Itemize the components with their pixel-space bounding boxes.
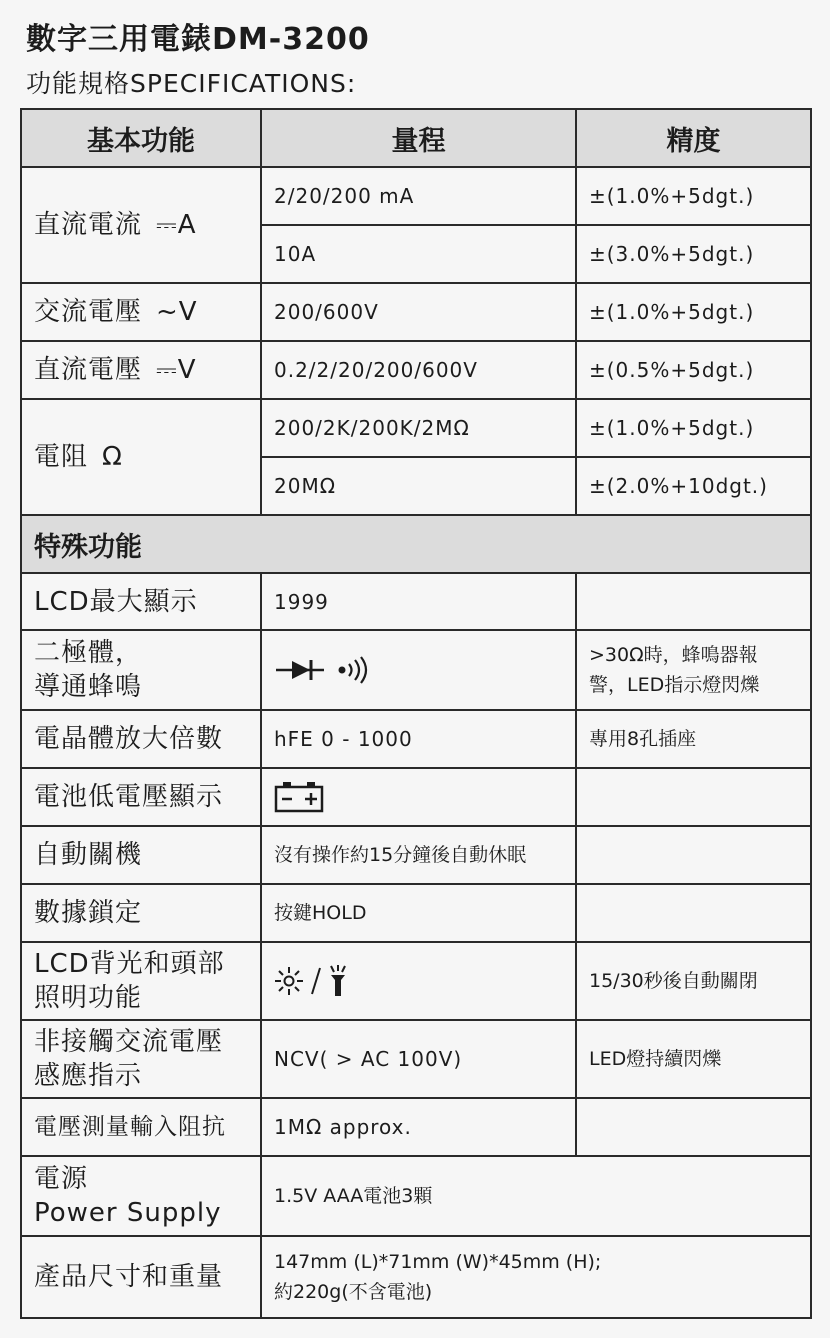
feature-note xyxy=(576,573,811,630)
special-section-header: 特殊功能 xyxy=(21,515,811,573)
table-row xyxy=(21,1236,811,1318)
table-row xyxy=(21,1020,811,1098)
feature-name-line: 電源 xyxy=(34,1164,89,1194)
table-row xyxy=(21,167,811,225)
dc-voltage-name: 直流電壓 xyxy=(34,355,143,385)
backlight-flashlight-icon xyxy=(274,964,362,998)
feature-note-line: 警，LED指示燈閃爍 xyxy=(589,674,760,696)
feature-note: LED燈持續閃爍 xyxy=(576,1020,811,1098)
table-row xyxy=(21,826,811,884)
feature-value: 1.5V AAA電池3顆 xyxy=(261,1156,811,1236)
table-row xyxy=(21,573,811,630)
feature-value: 1999 xyxy=(261,573,576,630)
table-row xyxy=(21,1156,811,1236)
feature-value: 1MΩ approx. xyxy=(261,1098,576,1156)
feature-value xyxy=(261,942,576,1020)
accuracy-cell: ±(3.0%+5dgt.) xyxy=(576,225,811,283)
feature-name-line: 導通蜂鳴 xyxy=(34,672,143,702)
feature-name-line: LCD背光和頭部 xyxy=(34,949,225,979)
feature-name: 電池低電壓顯示 xyxy=(21,768,261,826)
dc-current-label xyxy=(21,167,261,283)
feature-value-line: 147mm (L)*71mm (W)*45mm (H); xyxy=(274,1251,602,1273)
ac-voltage-label xyxy=(21,283,261,341)
feature-value: NCV( > AC 100V) xyxy=(261,1020,576,1098)
resistance-symbol: Ω xyxy=(102,442,123,472)
feature-name xyxy=(21,630,261,710)
feature-name: 自動關機 xyxy=(21,826,261,884)
range-cell: 200/2K/200K/2MΩ xyxy=(261,399,576,457)
feature-value: 按鍵HOLD xyxy=(261,884,576,942)
feature-name xyxy=(21,1020,261,1098)
feature-value: hFE 0 - 1000 xyxy=(261,710,576,768)
feature-name-line: 照明功能 xyxy=(34,983,143,1013)
table-row xyxy=(21,630,811,710)
accuracy-cell: ±(1.0%+5dgt.) xyxy=(576,167,811,225)
feature-name: 產品尺寸和重量 xyxy=(21,1236,261,1318)
spec-table xyxy=(20,108,812,1319)
feature-name xyxy=(21,942,261,1020)
dc-current-symbol: ⎓A xyxy=(156,210,197,240)
feature-note xyxy=(576,884,811,942)
range-cell: 0.2/2/20/200/600V xyxy=(261,341,576,399)
feature-value xyxy=(261,768,576,826)
feature-note xyxy=(576,1098,811,1156)
dc-voltage-symbol: ⎓V xyxy=(156,355,197,385)
feature-name: 數據鎖定 xyxy=(21,884,261,942)
diode-buzzer-icon xyxy=(274,654,384,686)
feature-note: 15/30秒後自動關閉 xyxy=(576,942,811,1020)
header-range: 量程 xyxy=(261,109,576,167)
table-row xyxy=(21,884,811,942)
table-row xyxy=(21,283,811,341)
feature-value: 沒有操作約15分鐘後自動休眠 xyxy=(261,826,576,884)
ac-voltage-symbol: ~V xyxy=(156,297,198,327)
feature-name-line: 非接觸交流電壓 xyxy=(34,1027,224,1057)
feature-value xyxy=(261,630,576,710)
range-cell: 20MΩ xyxy=(261,457,576,515)
ac-voltage-name: 交流電壓 xyxy=(34,297,143,327)
table-row xyxy=(21,1098,811,1156)
feature-note xyxy=(576,826,811,884)
feature-name-line: 二極體， xyxy=(34,638,143,668)
battery-icon xyxy=(274,781,326,813)
feature-name: 電壓測量輸入阻抗 xyxy=(21,1098,261,1156)
accuracy-cell: ±(2.0%+10dgt.) xyxy=(576,457,811,515)
page-subtitle: 功能規格SPECIFICATIONS: xyxy=(26,69,357,98)
feature-note: 專用8孔插座 xyxy=(576,710,811,768)
resistance-label xyxy=(21,399,261,515)
dc-current-name: 直流電流 xyxy=(34,210,143,240)
range-cell: 200/600V xyxy=(261,283,576,341)
feature-name: LCD最大顯示 xyxy=(21,573,261,630)
table-header-row xyxy=(21,109,811,167)
table-row xyxy=(21,768,811,826)
feature-value-line: 約220g(不含電池) xyxy=(274,1281,433,1303)
feature-name-line: 感應指示 xyxy=(34,1061,143,1091)
header-accuracy: 精度 xyxy=(576,109,811,167)
feature-note xyxy=(576,630,811,710)
table-row xyxy=(21,341,811,399)
page-title: 數字三用電錶DM-3200 xyxy=(26,22,370,57)
table-row xyxy=(21,942,811,1020)
feature-note xyxy=(576,768,811,826)
header-basic-function: 基本功能 xyxy=(21,109,261,167)
range-cell: 10A xyxy=(261,225,576,283)
feature-value xyxy=(261,1236,811,1318)
feature-name xyxy=(21,1156,261,1236)
accuracy-cell: ±(0.5%+5dgt.) xyxy=(576,341,811,399)
section-header-row xyxy=(21,515,811,573)
accuracy-cell: ±(1.0%+5dgt.) xyxy=(576,399,811,457)
feature-note-line: >30Ω時，蜂鳴器報 xyxy=(589,644,758,666)
feature-name: 電晶體放大倍數 xyxy=(21,710,261,768)
table-row xyxy=(21,710,811,768)
dc-voltage-label xyxy=(21,341,261,399)
resistance-name: 電阻 xyxy=(34,442,89,472)
feature-name-line: Power Supply xyxy=(34,1198,222,1228)
table-row xyxy=(21,399,811,457)
accuracy-cell: ±(1.0%+5dgt.) xyxy=(576,283,811,341)
range-cell: 2/20/200 mA xyxy=(261,167,576,225)
